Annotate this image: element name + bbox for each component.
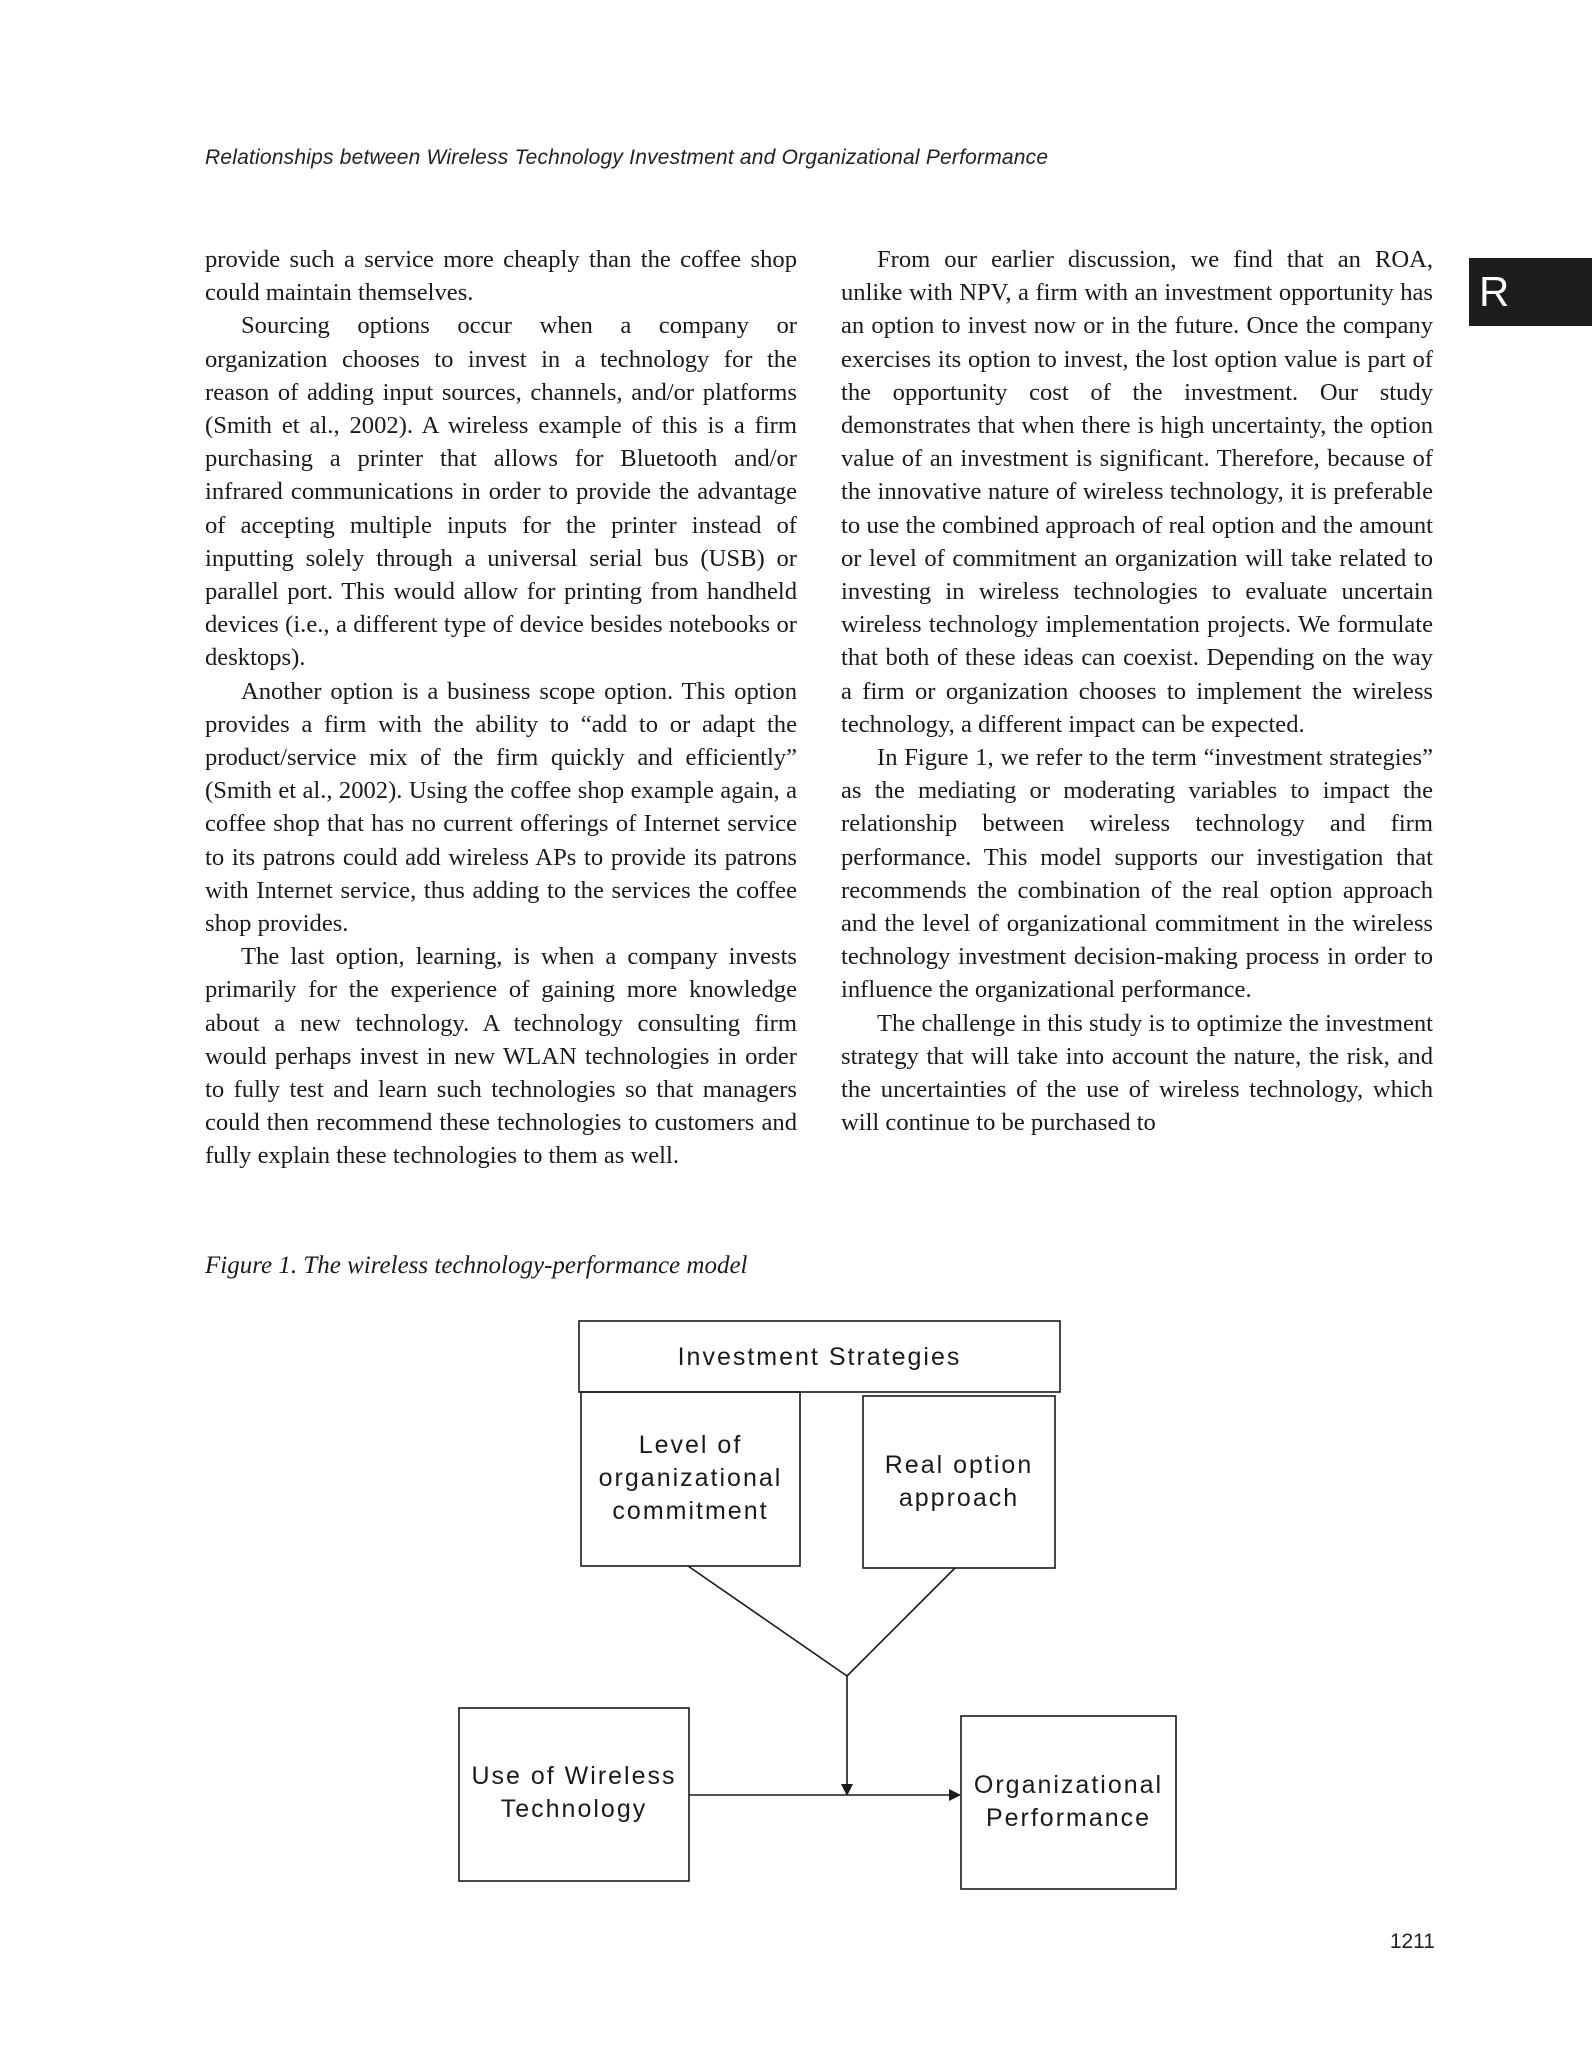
wireless-label-line-2: Technology <box>500 1795 648 1823</box>
running-title: Relationships between Wireless Technology Investment and Organizational Performance <box>205 146 1049 169</box>
performance-label-line-1: Organizational <box>973 1771 1164 1799</box>
left-paragraph-4: The last option, learning, is when a company invests primarily for the experience of gaining more knowledge about a new technology. A technology consulting firm would perhaps invest in new WLAN technologies in order to fully test and learn such technologies so that managers could then recommend these technologies to customers and fully explain these technologies to them as well. <box>205 943 797 1170</box>
page-number: 1211 <box>1389 1930 1435 1953</box>
right-paragraph-2: In Figure 1, we refer to the term “investment strategies” as the mediating or moderating variables to impact the relationship between wireless technology and firm performance. This model supports our investigation that recommends the combination of the real option approach and the level of organizational commitment in the wireless technology investment decision-making process in order to influence the organizational performance. <box>841 744 1433 1004</box>
real-option-label-line-1: Real option <box>884 1451 1034 1479</box>
commitment-connector-line <box>688 1566 847 1676</box>
investment-strategies-label: Investment Strategies <box>677 1343 962 1371</box>
right-paragraph-1: From our earlier discussion, we find that an ROA, unlike with NPV, a firm with an investment opportunity has an option to invest now or in the future. Once the company exercises its option to invest, the lost option value is part of the opportunity cost of the investment. Our study demonstrates that when there is high uncertainty, the option value of an investment is significant. Therefore, because of the innovative nature of wireless technology, it is preferable to use the combined approach of real option and the amount or level of commitment an organization will take related to investing in wireless technologies to evaluate uncertain wireless technology implementation projects. We formulate that both of these ideas can coexist. Depending on the way a firm or organization chooses to implement the wireless technology, a different impact can be expected. <box>841 246 1433 738</box>
performance-label-line-2: Performance <box>985 1804 1152 1832</box>
figure-caption: Figure 1. The wireless technology-performance model <box>205 1252 748 1279</box>
real-option-box <box>863 1396 1055 1568</box>
left-column <box>205 243 797 1173</box>
commitment-label-line-1: Level of <box>638 1431 743 1459</box>
section-tab: R <box>1469 258 1592 326</box>
wireless-technology-box <box>459 1708 689 1881</box>
left-paragraph-2: Sourcing options occur when a company or organization chooses to invest in a technology for the reason of adding input sources, channels, and/or platforms (Smith et al., 2002). A wireless example of this is a firm purchasing a printer that allows for Bluetooth and/or infrared communications in order to provide the advantage of accepting multiple inputs for the printer instead of inputting solely through a universal serial bus (USB) or parallel port. This would allow for printing from handheld devices (i.e., a different type of device besides notebooks or desktops). <box>205 312 797 672</box>
right-paragraph-3: The challenge in this study is to optimize the investment strategy that will take into account the nature, the risk, and the uncertainties of the use of wireless technology, which will continue to be purchased to <box>841 1009 1433 1137</box>
commitment-label-line-2: organizational <box>598 1464 783 1492</box>
real-option-connector-line <box>847 1568 955 1676</box>
investment-strategies-box <box>579 1321 1060 1392</box>
right-column <box>841 243 1433 1139</box>
commitment-box <box>581 1392 800 1566</box>
organizational-performance-box <box>961 1716 1176 1889</box>
wireless-label-line-1: Use of Wireless <box>471 1762 677 1790</box>
commitment-label-line-3: commitment <box>612 1497 769 1525</box>
real-option-label-line-2: approach <box>898 1484 1020 1512</box>
left-paragraph-3: Another option is a business scope option. This option provides a firm with the ability to “add to or adapt the product/service mix of the firm quickly and efficiently” (Smith et al., 2002). Using the coffee shop example again, a coffee shop that has no current offerings of Internet service to its patrons could add wireless APs to provide its patrons with Internet service, thus adding to the services the coffee shop provides. <box>205 677 797 938</box>
left-paragraph-1: provide such a service more cheaply than the coffee shop could maintain themselves. <box>205 246 797 307</box>
